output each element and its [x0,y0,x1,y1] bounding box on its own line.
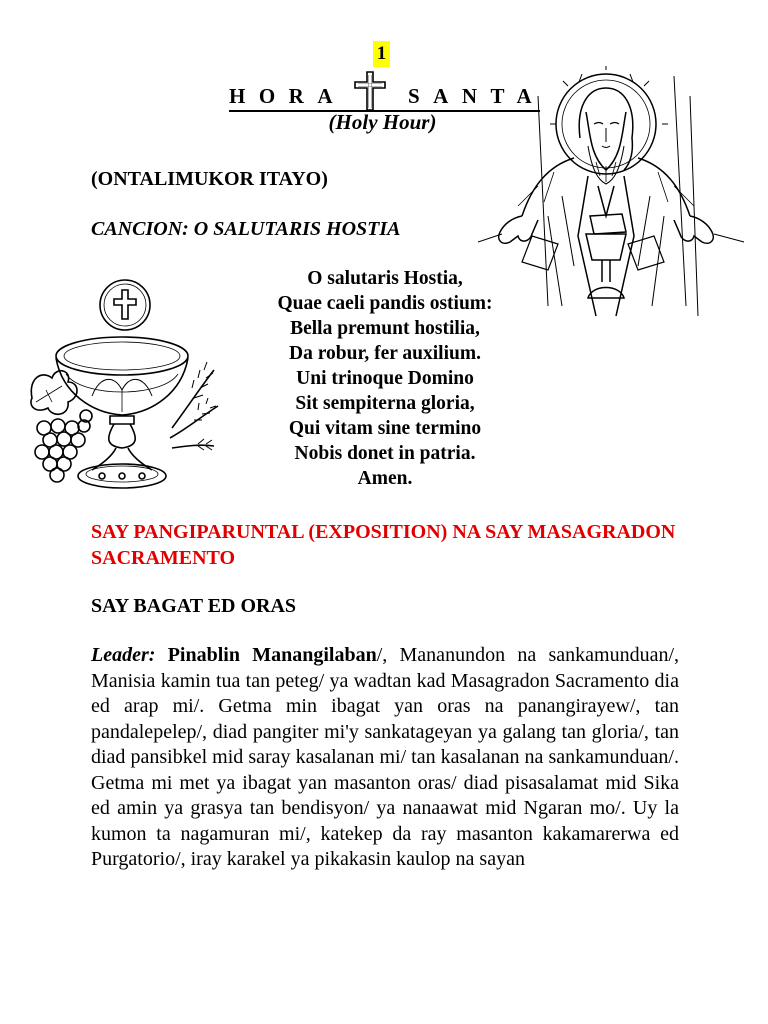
exposition-heading: SAY PANGIPARUNTAL (EXPOSITION) NA SAY MASAGRADON SACRAMENTO [91,521,676,569]
hymn-line: Quae caeli pandis ostium: [277,293,493,314]
heading-song: CANCION: O SALUTARIS HOSTIA [91,218,401,240]
heading-kneel: (ONTALIMUKOR ITAYO) [91,168,328,190]
leader-text: /, Mananundon na sankamunduan/, Manisia kamin tua tan peteg/ ya wadtan kad Masagradon Sacramento dia ed arap mi/. Getma min ibagat yan oras na panangirayew/, tan pandalepelep/, diad pangiter mi'y sankatageyan ya galang tan gloria/, tan diad pansibkel mid saray kasalanan mi/ tan kasalanan na sankamunduan/. Getma mi met ya ibagat yan masanton oras/ diad pisasalamat mid Sika ed amin ya grasya tan bendisyon/ ya nanaawat mid Ngaran mo/. Uy la kumon ta nagamuran mi/, katekep da ray masanton kakamarerwa ed Purgatorio/, iray karakel ya pikakasin kaulop na sayan [91,644,679,870]
title-hora: HORA [229,84,346,108]
subtitle: (Holy Hour) [328,110,437,134]
section-heading: SAY BAGAT ED ORAS [91,595,297,617]
hymn-line: Amen. [357,468,413,489]
hymn-line: Nobis donet in patria. [294,443,476,464]
leader-lead-in: Pinablin Manangilaban [167,644,377,666]
chalice-illustration [22,278,222,498]
hymn-line: O salutaris Hostia, [307,268,463,289]
hymn-line: Sit sempiterna gloria, [295,393,475,414]
title-santa: SANTA [408,84,546,108]
hymn-line: Da robur, fer auxilium. [289,343,481,364]
leader-paragraph [91,643,679,873]
hymn-line: Qui vitam sine termino [288,418,482,439]
jesus-illustration [478,66,748,326]
hymn-line: Uni trinoque Domino [296,368,474,389]
page-number: 1 [373,41,390,67]
cross-icon [350,70,390,112]
leader-label: Leader: [91,644,156,666]
hymn-line: Bella premunt hostilia, [290,318,480,339]
